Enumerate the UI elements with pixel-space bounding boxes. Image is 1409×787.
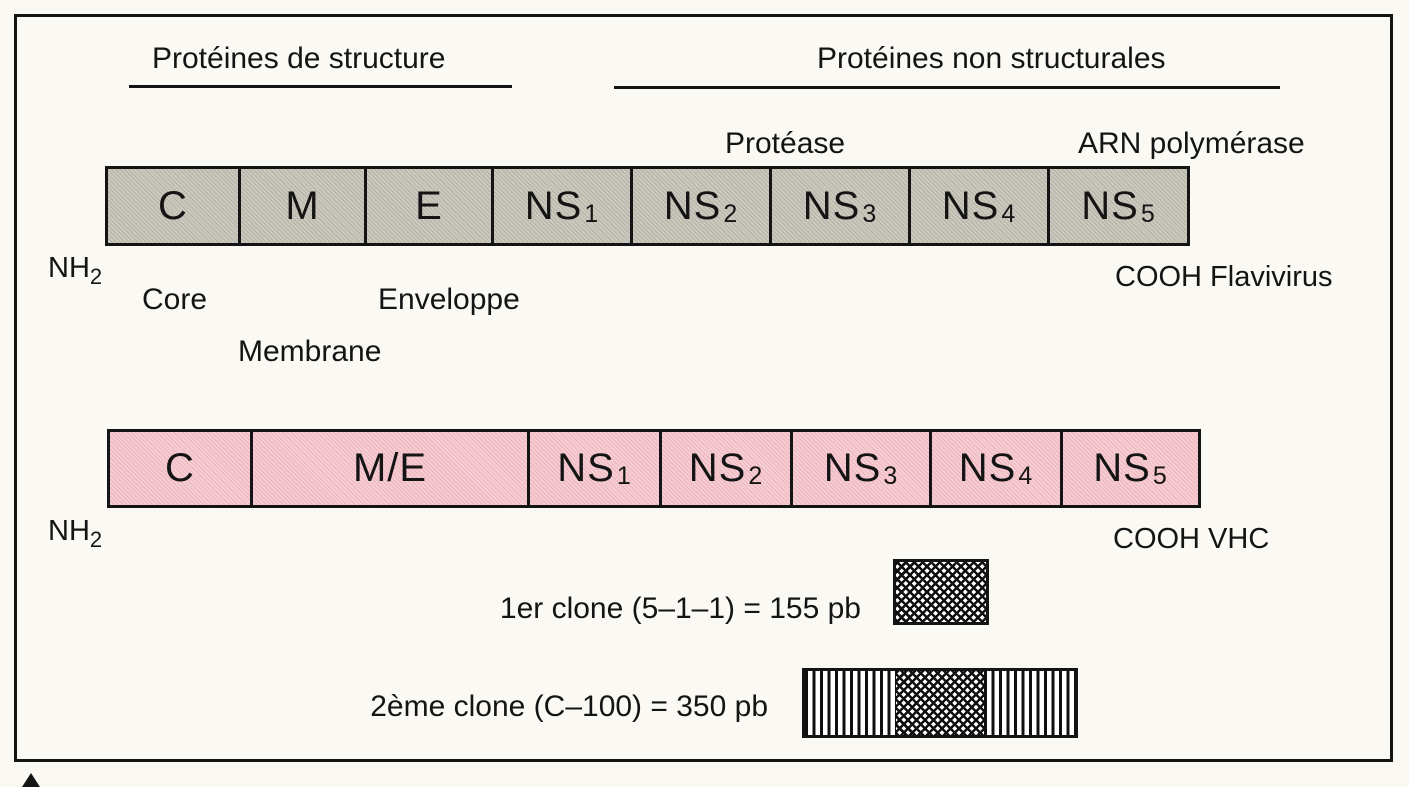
- vhc-segment-NS3: [790, 432, 929, 505]
- clone2-right-stripes: [984, 671, 1075, 735]
- vhc-segment-NS5: [1060, 432, 1198, 505]
- vhc-nh2-terminus: [48, 515, 102, 553]
- clone2-label: 2ème clone (C–100) = 350 pb: [370, 690, 768, 723]
- segment-subscript: 5: [1140, 200, 1156, 228]
- segment-label: NS: [557, 446, 615, 490]
- segment-label: NS: [958, 446, 1017, 490]
- clone2-left-stripes: [805, 671, 896, 735]
- vhc-segment-NS2: [659, 432, 790, 505]
- flavivirus-nh2-terminus: [48, 252, 102, 290]
- flavivirus-segment-C: [108, 169, 238, 243]
- flavivirus-segment-NS3: [769, 169, 908, 243]
- clone1-region-box: [893, 559, 989, 625]
- segment-subscript: 2: [748, 462, 764, 490]
- segment-subscript: 1: [616, 462, 632, 490]
- core-label: Core: [142, 283, 208, 316]
- clone1-label: 1er clone (5–1–1) = 155 pb: [499, 592, 861, 625]
- rna-polymerase-label: ARN polymérase: [1078, 127, 1305, 160]
- vhc-segment-C: [110, 432, 250, 505]
- flavivirus-segment-NS1: [491, 169, 630, 243]
- clone2-overlap-crosshatch: [896, 671, 984, 735]
- segment-label: C: [165, 446, 195, 490]
- header-structural-proteins: Protéines de structure: [152, 42, 446, 75]
- vhc-segment-NS4: [929, 432, 1060, 505]
- clone2-region-box: [802, 668, 1078, 738]
- flavivirus-segment-M: [238, 169, 364, 243]
- nh2-label: NH: [48, 515, 90, 547]
- segment-label: NS: [688, 446, 747, 490]
- nh2-label: NH: [48, 252, 90, 284]
- segment-subscript: 3: [862, 200, 878, 228]
- flavivirus-segment-NS4: [908, 169, 1047, 243]
- flavivirus-cooh-terminus: COOH Flavivirus: [1115, 261, 1333, 293]
- vhc-segment-ME: [250, 432, 527, 505]
- segment-label: NS: [663, 183, 722, 228]
- segment-label: NS: [1081, 183, 1139, 228]
- segment-subscript: 3: [883, 462, 899, 490]
- segment-label: NS: [823, 446, 882, 490]
- segment-subscript: 1: [584, 200, 600, 228]
- clone2-pattern: [805, 671, 1075, 735]
- segment-label: M: [285, 183, 320, 228]
- segment-label: NS: [1093, 446, 1151, 490]
- segment-subscript: 5: [1152, 462, 1168, 490]
- segment-subscript: 4: [1001, 200, 1017, 228]
- segment-label: M/E: [352, 446, 428, 490]
- segment-subscript: 4: [1018, 462, 1034, 490]
- header-nonstructural-proteins: Protéines non structurales: [817, 42, 1166, 75]
- protease-label: Protéase: [725, 127, 846, 160]
- header-structural-underline: [129, 85, 512, 88]
- vhc-cooh-terminus: COOH VHC: [1113, 523, 1270, 555]
- vhc-genome-bar: [107, 429, 1201, 508]
- segment-label: NS: [524, 183, 583, 228]
- segment-label: C: [158, 183, 188, 228]
- flavivirus-segment-E: [364, 169, 491, 243]
- segment-label: E: [415, 183, 443, 228]
- caption-triangle-marker: [22, 773, 40, 787]
- flavivirus-segment-NS5: [1047, 169, 1187, 243]
- envelope-label: Enveloppe: [378, 283, 520, 316]
- vhc-segment-NS1: [527, 432, 659, 505]
- segment-label: NS: [941, 183, 1000, 228]
- nh2-subscript: 2: [89, 264, 103, 289]
- membrane-label: Membrane: [238, 335, 382, 368]
- header-nonstructural-underline: [614, 86, 1280, 89]
- flavivirus-genome-bar: [105, 166, 1190, 246]
- nh2-subscript: 2: [89, 527, 103, 552]
- flavivirus-segment-NS2: [630, 169, 769, 243]
- segment-subscript: 2: [723, 200, 739, 228]
- segment-label: NS: [802, 183, 861, 228]
